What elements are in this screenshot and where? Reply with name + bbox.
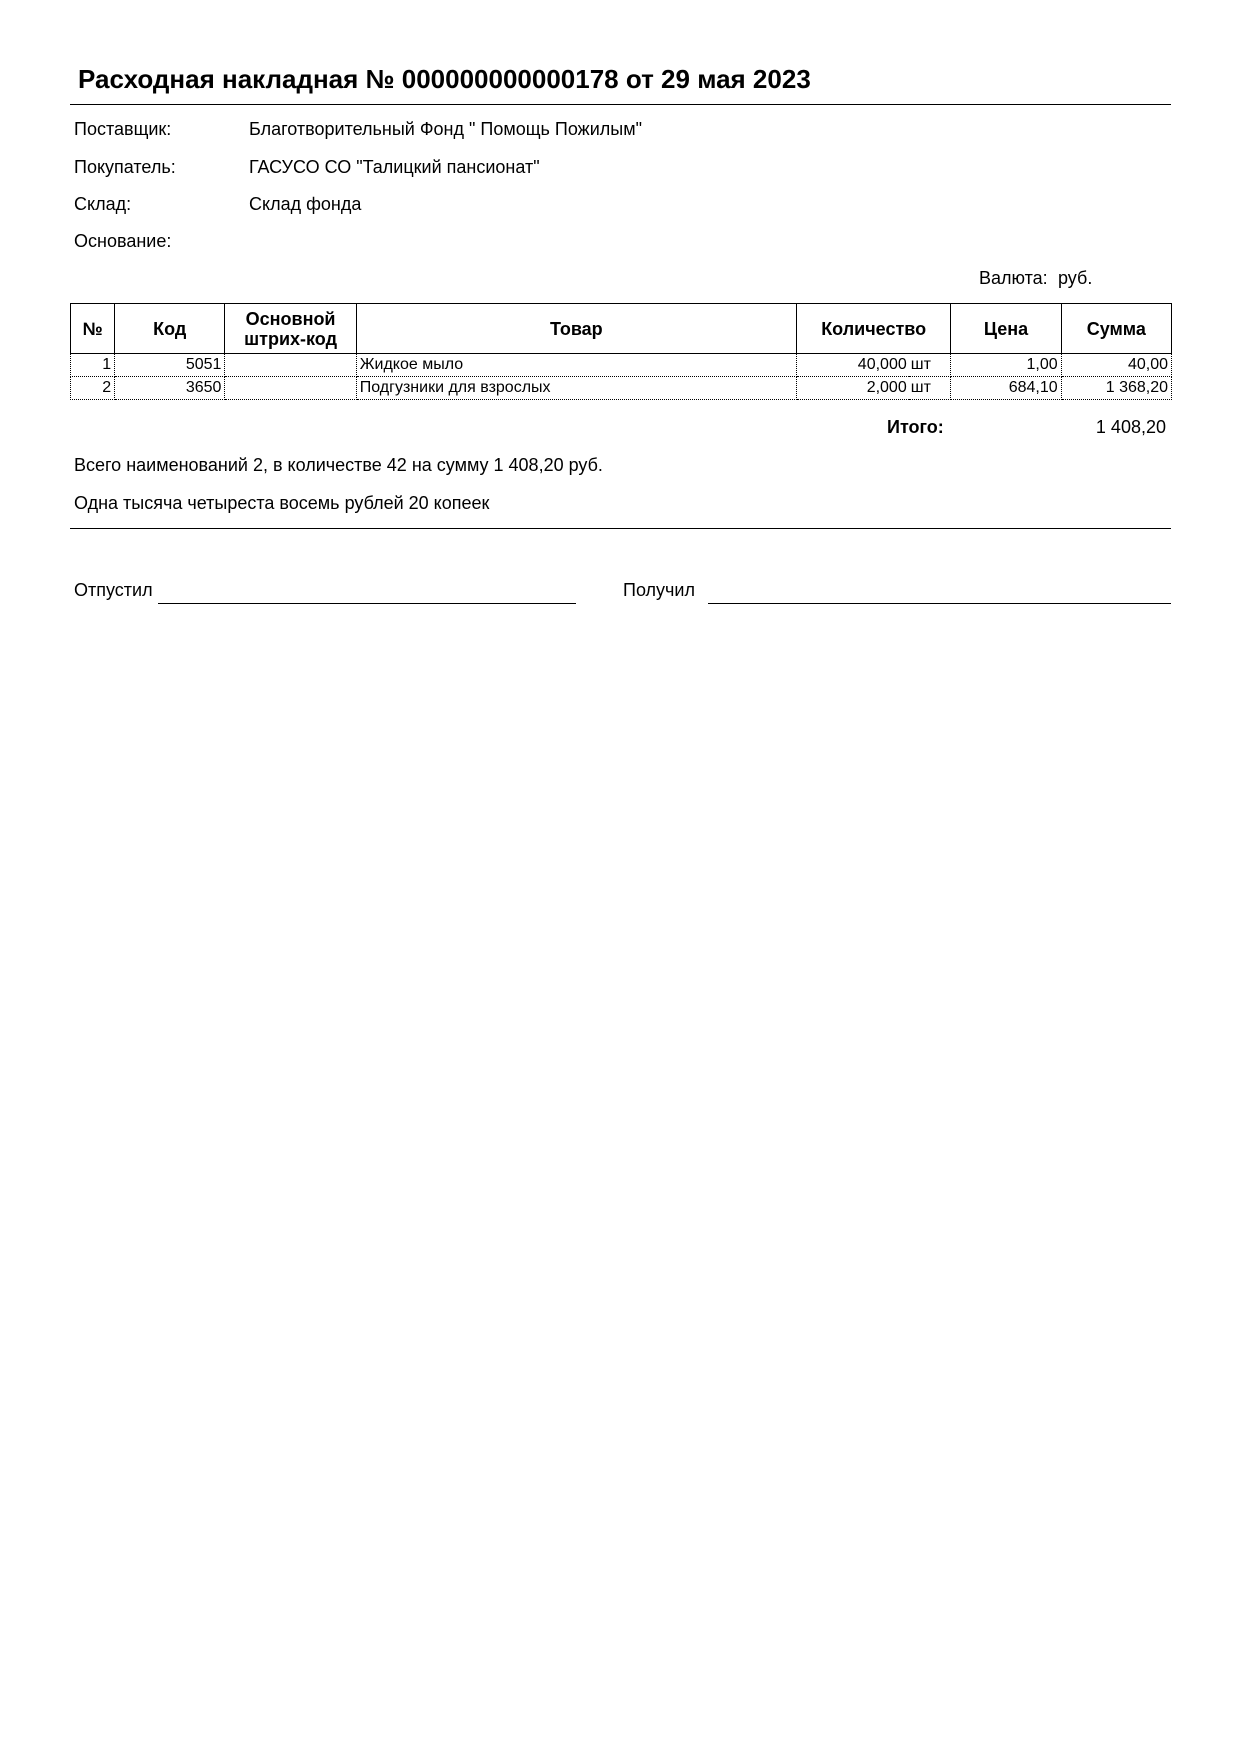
- totals-divider: [70, 528, 1171, 529]
- released-signature-line: [158, 603, 576, 604]
- row-unit: шт: [909, 354, 951, 377]
- row-barcode: [225, 354, 356, 377]
- document-title: Расходная накладная № 000000000000178 от 29 мая 2023: [78, 64, 811, 94]
- row-barcode: [225, 377, 356, 400]
- items-table: [70, 303, 1172, 400]
- warehouse-value: Склад фонда: [249, 194, 362, 214]
- col-sum-header: Сумма: [1061, 304, 1171, 354]
- row-code: 3650: [115, 377, 225, 400]
- col-barcode-header-line2: штрих-код: [244, 328, 337, 349]
- row-sum: 40,00: [1061, 354, 1171, 377]
- total-label: Итого:: [887, 417, 944, 437]
- col-code-header: Код: [115, 304, 225, 354]
- warehouse-label: Склад:: [74, 194, 132, 214]
- table-row: [71, 377, 1172, 400]
- row-price: 1,00: [951, 354, 1061, 377]
- summary-text: Всего наименований 2, в количестве 42 на сумму 1 408,20 руб.: [74, 455, 603, 475]
- row-sum: 1 368,20: [1061, 377, 1171, 400]
- row-unit: шт: [909, 377, 951, 400]
- row-num: 2: [71, 377, 115, 400]
- col-price-header: Цена: [951, 304, 1061, 354]
- row-product: Подгузники для взрослых: [356, 377, 796, 400]
- col-barcode-header: [225, 304, 356, 354]
- row-code: 5051: [115, 354, 225, 377]
- received-signature-line: [708, 603, 1171, 604]
- basis-label: Основание:: [74, 231, 172, 251]
- received-label: Получил: [623, 580, 695, 600]
- col-barcode-header-line1: Основной: [245, 308, 336, 329]
- col-product-header: Товар: [356, 304, 796, 354]
- col-quantity-header: Количество: [796, 304, 950, 354]
- buyer-label: Покупатель:: [74, 157, 176, 177]
- amount-in-words: Одна тысяча четыреста восемь рублей 20 копеек: [74, 493, 490, 513]
- row-price: 684,10: [951, 377, 1061, 400]
- row-product: Жидкое мыло: [356, 354, 796, 377]
- supplier-label: Поставщик:: [74, 119, 172, 139]
- supplier-value: Благотворительный Фонд " Помощь Пожилым": [249, 119, 642, 139]
- row-quantity: 40,000: [796, 354, 908, 377]
- released-label: Отпустил: [74, 580, 153, 600]
- row-num: 1: [71, 354, 115, 377]
- currency-label: Валюта:: [979, 268, 1048, 288]
- table-header-row: [71, 304, 1172, 354]
- col-num-header: №: [71, 304, 115, 354]
- title-divider: [70, 104, 1171, 105]
- table-row: [71, 354, 1172, 377]
- total-value: 1 408,20: [1095, 417, 1166, 437]
- buyer-value: ГАСУСО СО "Талицкий пансионат": [249, 157, 540, 177]
- currency-value: руб.: [1058, 268, 1093, 288]
- row-quantity: 2,000: [796, 377, 908, 400]
